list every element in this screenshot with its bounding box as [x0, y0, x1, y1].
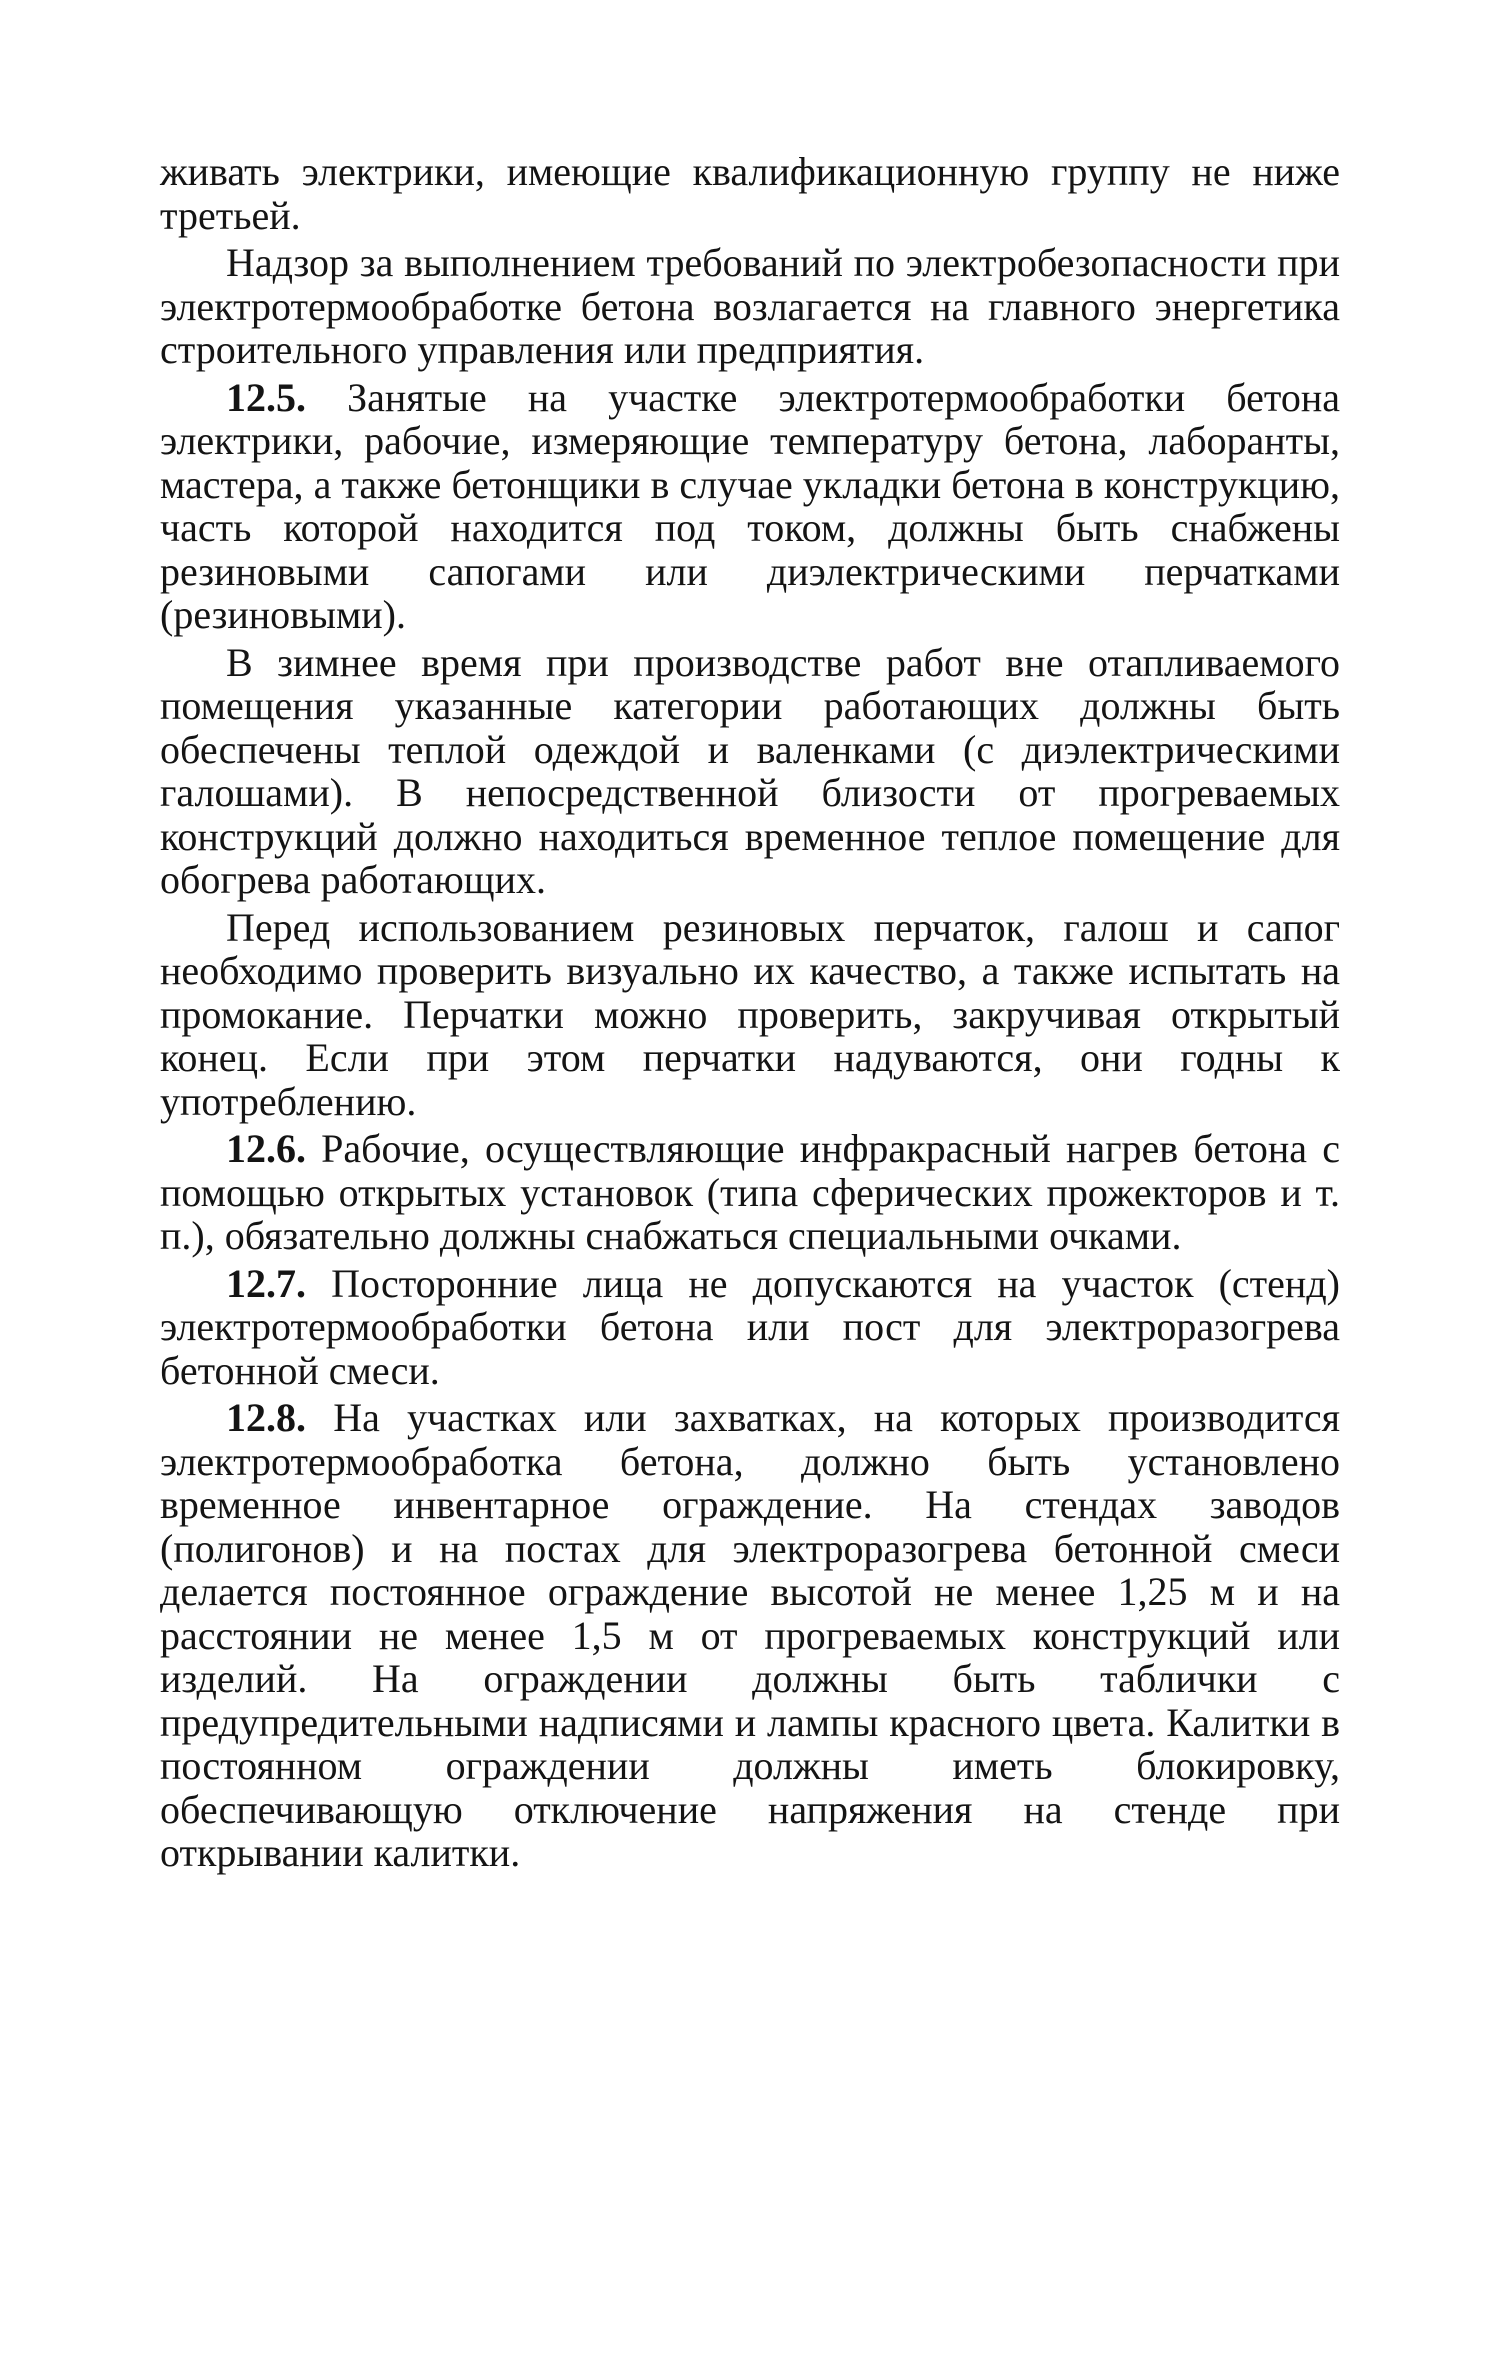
- paragraph-text: Посторонние лица не допускаются на участок (стенд) электротермообработки бетона или пост для электроразогрева бетонной смеси.: [160, 1260, 1340, 1393]
- section-number: 12.8.: [226, 1395, 306, 1440]
- paragraph-12-5: [160, 376, 1340, 637]
- document-page: [160, 150, 1340, 1879]
- paragraph-gloves-check: [160, 906, 1340, 1124]
- paragraph-text: Рабочие, осуществляющие инфракрасный нагрев бетона с помощью открытых установок (типа сферических прожекторов и т. п.), обязательно должны снабжаться специальными очками.: [160, 1126, 1340, 1258]
- section-number: 12.5.: [226, 374, 306, 420]
- paragraph-12-8: [160, 1396, 1340, 1875]
- paragraph-winter: [160, 641, 1340, 902]
- paragraph-text: В зимнее время при производстве работ вне отапливаемого помещения указанные категории работающих должны быть обеспечены теплой одеждой и валенками (с диэлектрическими галошами). В непосредственной близости от прогреваемых конструкций должно находиться временное теплое помещение для обогрева работающих.: [160, 639, 1340, 902]
- section-number: 12.6.: [226, 1126, 306, 1171]
- paragraph-text: Занятые на участке электротермообработки бетона электрики, рабочие, измеряющие температуру бетона, лаборанты, мастера, а также бетонщики в случае укладки бетона в конструкцию, часть которой находится под током, должны быть снабжены резиновыми сапогами или диэлектрическими перчатками (резиновыми).: [160, 374, 1340, 637]
- paragraph-12-6: [160, 1127, 1340, 1258]
- paragraph-text: Надзор за выполнением требований по электробезопасности при электротермообработке бетона возлагается на главного энергетика строительного управления или предприятия.: [160, 240, 1340, 372]
- paragraph-12-7: [160, 1262, 1340, 1393]
- paragraph-text: живать электрики, имеющие квалификационную группу не ниже третьей.: [160, 149, 1340, 238]
- paragraph-text: На участках или захватках, на которых производится электротермообработка бетона, должно быть установлено временное инвентарное ограждение. На стендах заводов (полигонов) и на постах для электроразогрева бетонной смеси делается постоянное ограждение высотой не менее 1,25 м и на расстоянии не менее 1,5 м от прогреваемых конструкций или изделий. На ограждении должны быть таблички с предупредительными надписями и лампы красного цвета. Калитки в постоянном ограждении должны иметь блокировку, обеспечивающую отключение напряжения на стенде при открывании калитки.: [160, 1395, 1340, 1875]
- section-number: 12.7.: [226, 1260, 306, 1306]
- paragraph-continuation: [160, 150, 1340, 237]
- paragraph-supervision: [160, 241, 1340, 372]
- paragraph-text: Перед использованием резиновых перчаток, галош и сапог необходимо проверить визуально их качество, а также испытать на промокание. Перчатки можно проверить, закручивая открытый конец. Если при этом перчатки надуваются, они годны к употреблению.: [160, 904, 1340, 1124]
